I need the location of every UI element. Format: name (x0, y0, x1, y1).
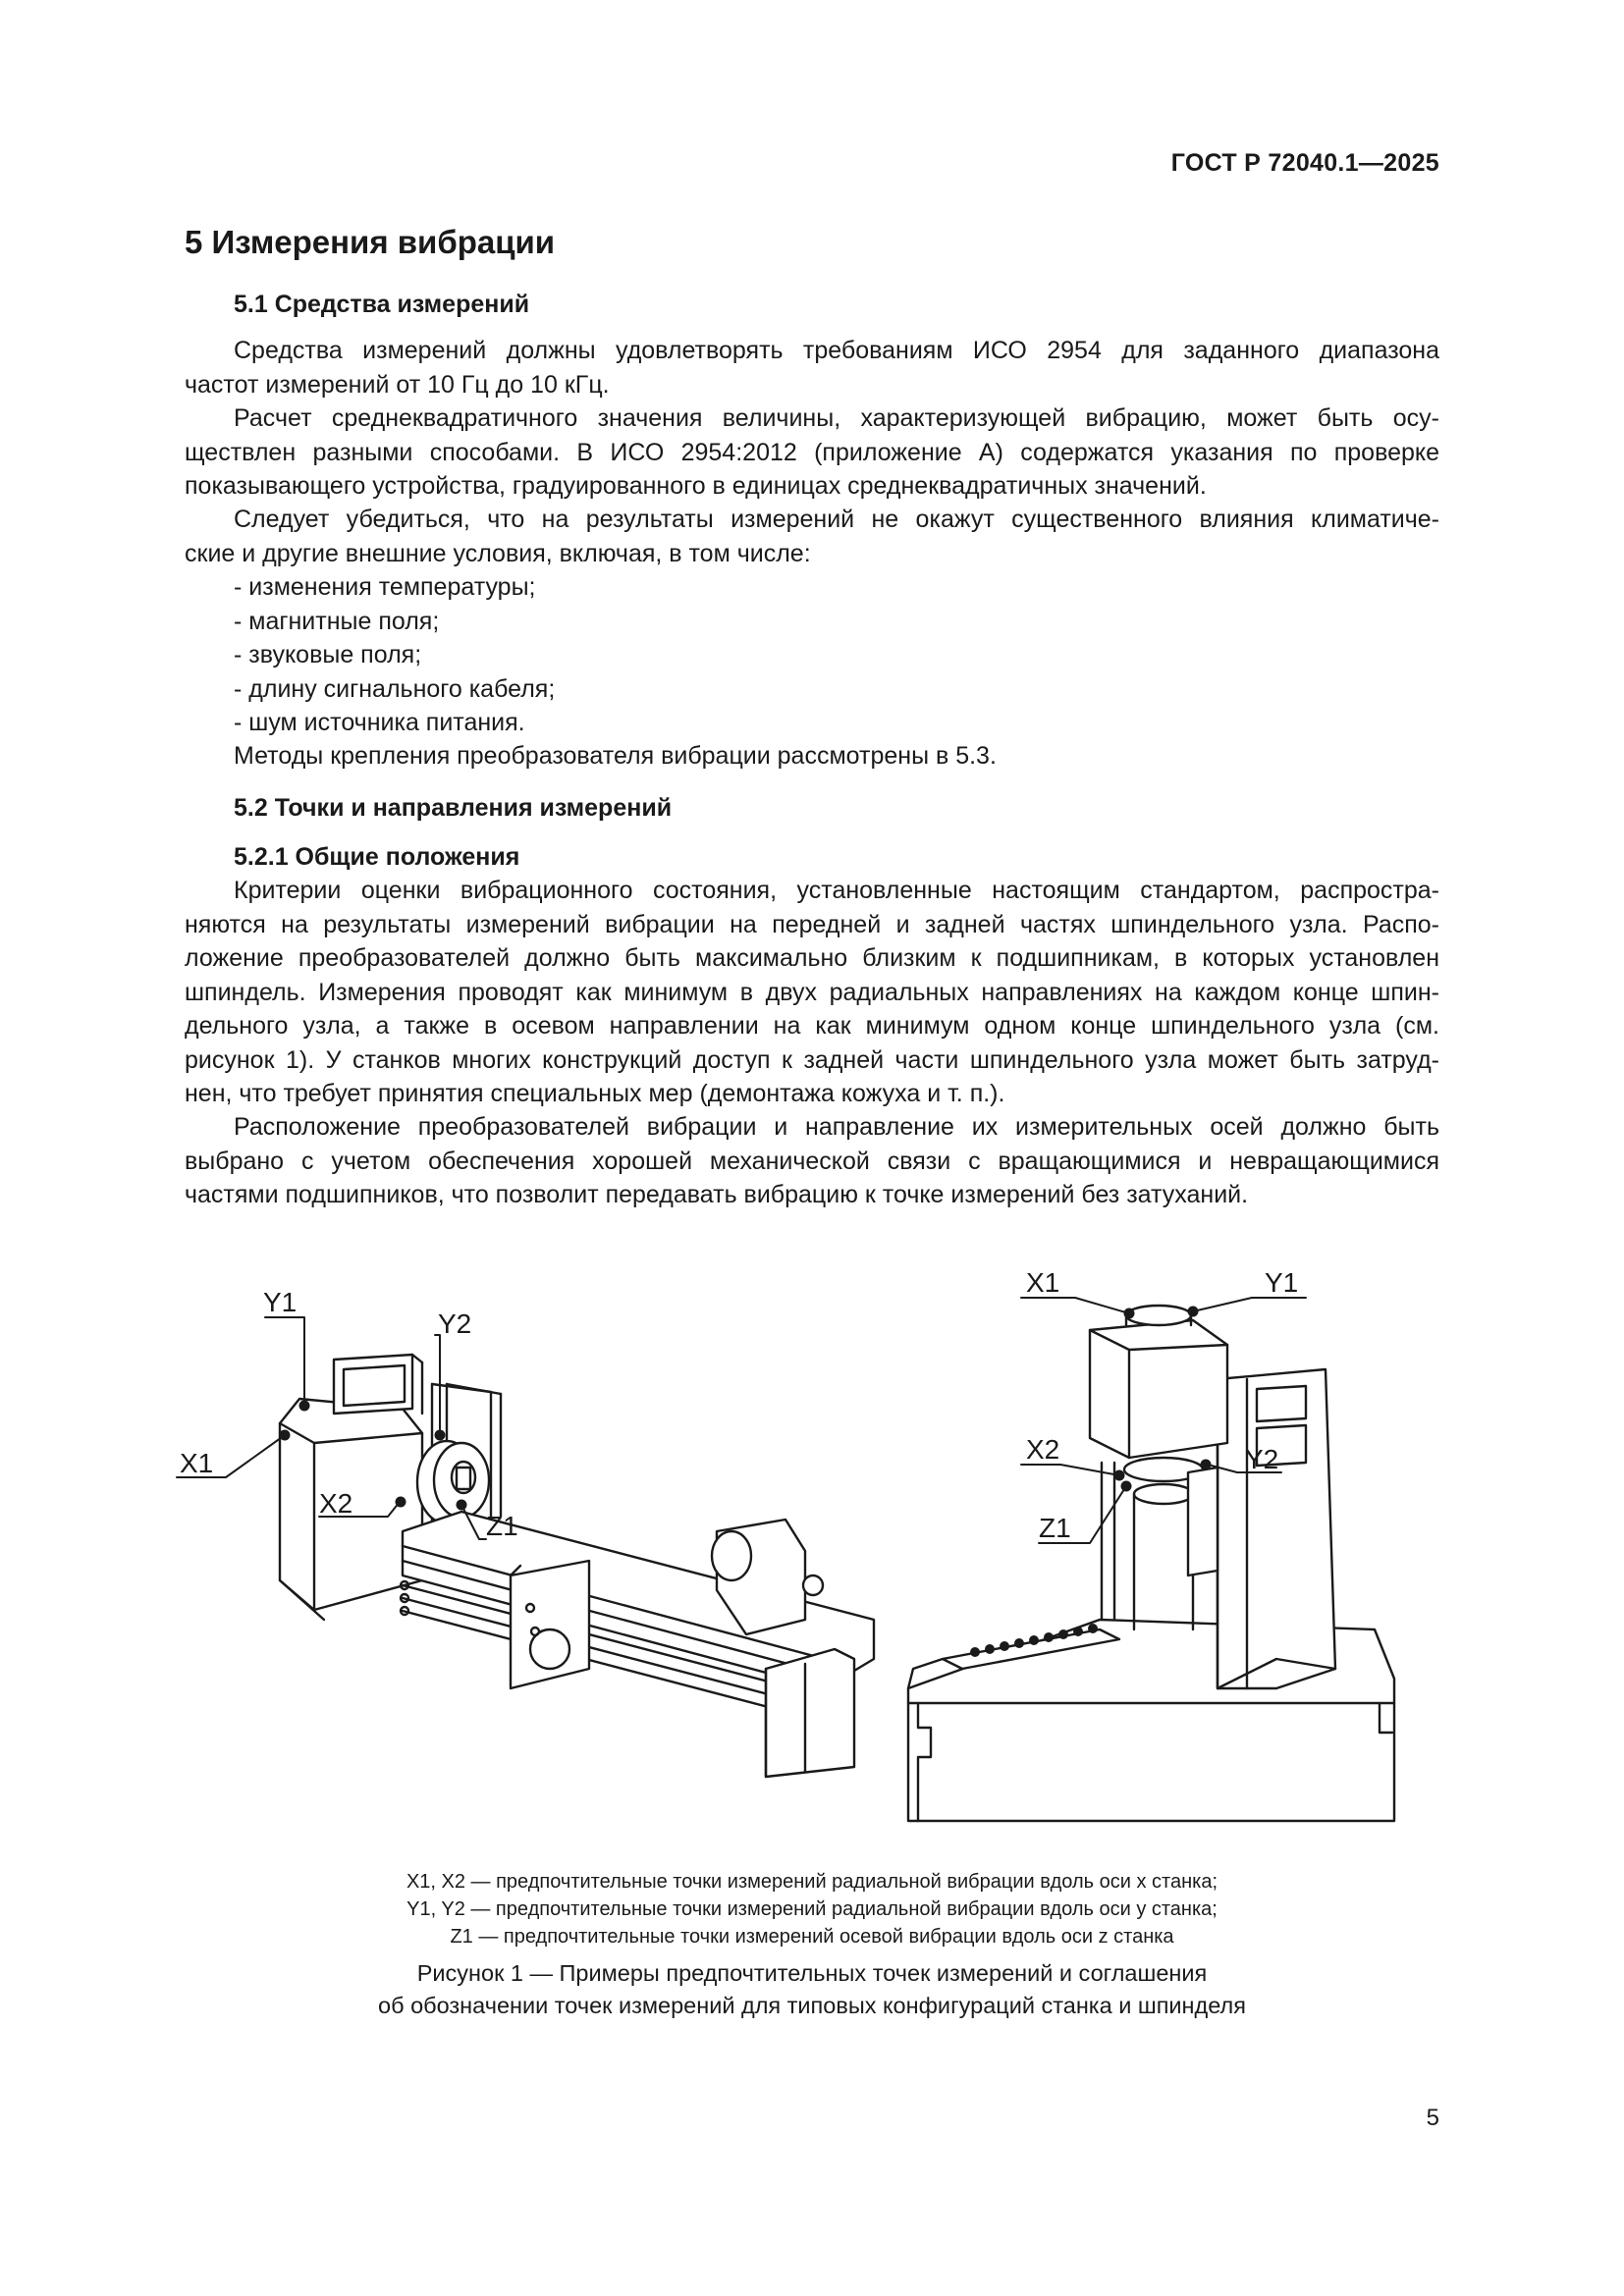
legend-line: X1, X2 — предпочтительные точки измерений радиальной вибрации вдоль оси x станка; (406, 1871, 1218, 1893)
figure-caption (185, 1957, 1439, 2022)
section-title: 5 Измерения вибрации (185, 224, 556, 260)
paragraph-5-1-2 (185, 401, 1439, 504)
point-y1-left (299, 1401, 310, 1412)
figure-legend (185, 1868, 1439, 1950)
text-line: рисунок 1). У станков многих конструкций доступ к задней части шпиндельного узла может быть затруд- (185, 1045, 1439, 1074)
text-line: выбрано с учетом обеспечения хорошей механической связи с вращающимися и невращающимися (185, 1147, 1439, 1175)
text-line: нен, что требует принятия специальных мер (демонтажа кожуха и т. п.). (185, 1080, 1005, 1107)
subsection-5-2-1 (185, 840, 1439, 875)
point-x1-right (1124, 1308, 1135, 1319)
label-x2: X2 (319, 1488, 353, 1519)
subsection-5-1 (185, 288, 1439, 322)
label-y1: Y1 (263, 1287, 298, 1317)
paragraph-5-1-3 (185, 503, 1439, 570)
text-line: частями подшипников, что позволит передавать вибрацию к точке измерений без затуханий. (185, 1181, 1249, 1208)
text-line: ществлен разными способами. В ИСО 2954:2012 (приложение А) содержатся указания по проверке (185, 438, 1439, 466)
text-line: Расчет среднеквадратичного значения величины, характеризующей вибрацию, может быть осу- (234, 404, 1439, 432)
list-item: - шум источника питания. (234, 709, 525, 736)
conditions-list (185, 570, 1439, 740)
caption-line: об обозначении точек измерений для типовых конфигураций станка и шпинделя (378, 1993, 1246, 2018)
point-x1-left (280, 1430, 291, 1441)
point-x2-left (396, 1497, 406, 1508)
text-line: ские и другие внешние условия, включая, в том числе: (185, 539, 811, 567)
paragraph-5-1-1 (185, 334, 1439, 401)
paragraph-5-2-1-2 (185, 1110, 1439, 1212)
point-x2-right (1114, 1470, 1125, 1481)
label-y2: Y2 (438, 1308, 472, 1339)
list-item: - магнитные поля; (234, 607, 440, 635)
text-line: Средства измерений должны удовлетворять требованиям ИСО 2954 для заданного диапазона (234, 337, 1439, 364)
text-line: шпиндель. Измерения проводят как минимум в двух радиальных направлениях на каждом конце шпин- (185, 978, 1439, 1006)
subsection-title: 5.2 Точки и направления измерений (234, 794, 673, 822)
list-item: - звуковые поля; (234, 641, 422, 668)
point-y2-left (435, 1430, 446, 1441)
subsection-5-2 (185, 791, 1439, 826)
subsection-title: 5.2.1 Общие положения (234, 843, 520, 871)
point-y2-right (1201, 1460, 1212, 1470)
label-y2: Y2 (1245, 1444, 1279, 1474)
point-z1-left (457, 1500, 467, 1511)
subsection-title: 5.1 Средства измерений (234, 291, 530, 318)
legend-line: Y1, Y2 — предпочтительные точки измерений радиальной вибрации вдоль оси y станка; (406, 1898, 1218, 1920)
text-line: Расположение преобразователей вибрации и направление их измерительных осей должно быть (234, 1113, 1439, 1141)
paragraph-5-1-4 (185, 739, 1439, 774)
label-x1: X1 (1026, 1267, 1060, 1298)
text-line: частот измерений от 10 Гц до 10 кГц. (185, 370, 610, 399)
vertical-machine-drawing (908, 1306, 1394, 1821)
list-item: - изменения температуры; (234, 573, 536, 601)
text-line: няются на результаты измерений вибрации на передней и задней частях шпиндельного узла. Распо- (185, 910, 1439, 938)
list-item: - длину сигнального кабеля; (234, 674, 556, 703)
caption-line: Рисунок 1 — Примеры предпочтительных точек измерений и соглашения (416, 1960, 1208, 1986)
document-code: ГОСТ Р 72040.1—2025 (1170, 149, 1439, 177)
label-x2: X2 (1026, 1434, 1060, 1465)
legend-line: Z1 — предпочтительные точки измерений осевой вибрации вдоль оси z станка (450, 1926, 1174, 1948)
point-z1-right (1121, 1481, 1132, 1492)
label-z1: Z1 (1039, 1513, 1071, 1543)
text-line: показывающего устройства, градуированного в единицах среднеквадратичных значений. (185, 472, 1207, 500)
label-x1: X1 (180, 1448, 214, 1478)
paragraph-5-2-1-1 (185, 874, 1439, 1111)
text-line: Методы крепления преобразователя вибрации рассмотрены в 5.3. (234, 742, 997, 770)
point-y1-right (1188, 1307, 1199, 1317)
text-line: Следует убедиться, что на результаты измерений не окажут существенного влияния климатиче- (234, 506, 1439, 533)
label-z1: Z1 (486, 1511, 518, 1541)
label-y1: Y1 (1265, 1267, 1299, 1298)
text-line: дельного узла, а также в осевом направлении на как минимум одном конце шпиндельного узла (см. (185, 1012, 1439, 1040)
page-number: 5 (1426, 2105, 1439, 2131)
text-line: Критерии оценки вибрационного состояния, установленные настоящим стандартом, распростра- (234, 877, 1439, 904)
text-line: ложение преобразователей должно быть максимально близким к подшипникам, в которых установлен (185, 944, 1439, 972)
figure-1-machine-diagrams (167, 1247, 1463, 1845)
lathe-drawing (280, 1355, 874, 1777)
